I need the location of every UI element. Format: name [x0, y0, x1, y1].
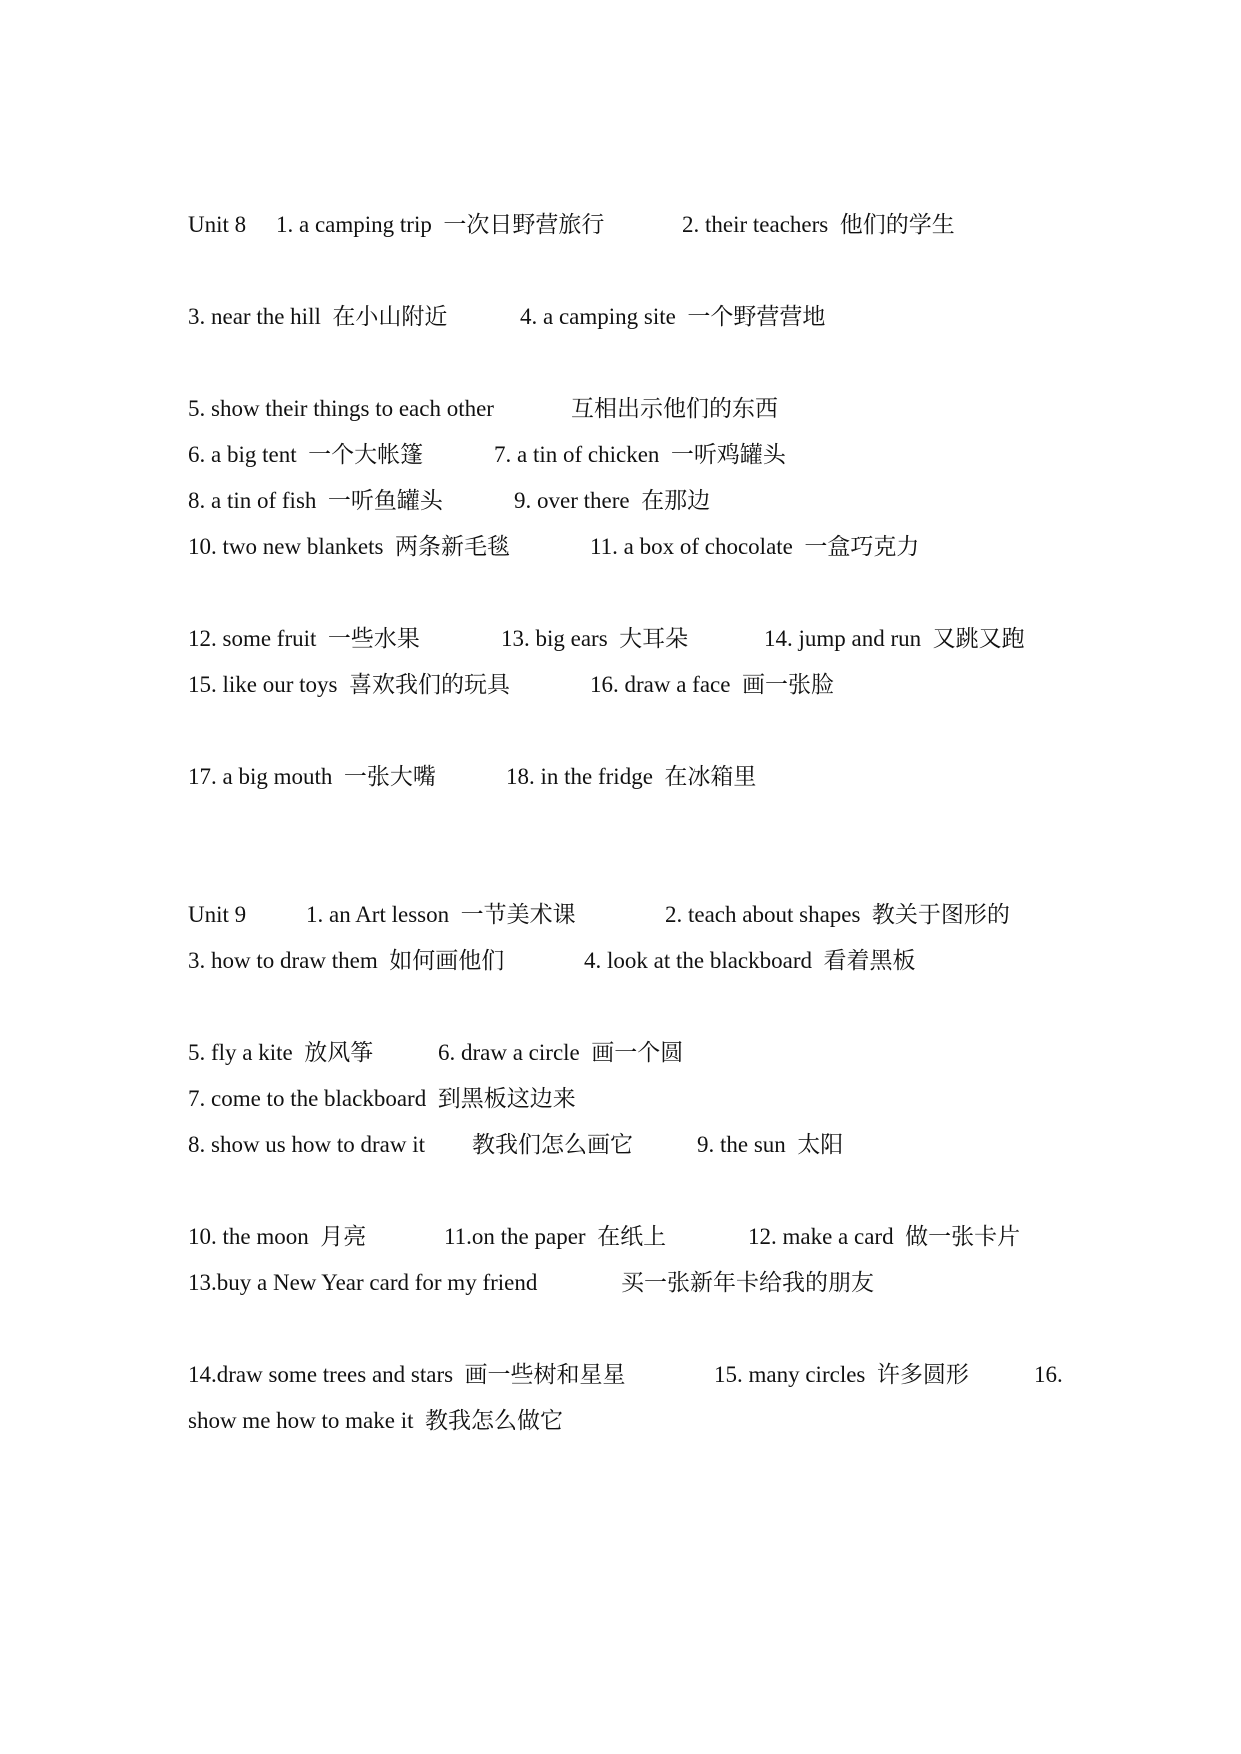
unit9-item-1: 1. an Art lesson 一节美术课 — [306, 902, 576, 927]
unit9-item-7: 7. come to the blackboard 到黑板这边来 — [188, 1086, 576, 1111]
unit9-item-8-en: 8. show us how to draw it — [188, 1132, 426, 1157]
unit8-item-18: 18. in the fridge 在冰箱里 — [506, 764, 757, 789]
unit9-item-6: 6. draw a circle 画一个圆 — [438, 1040, 684, 1065]
unit9-item-14: 14.draw some trees and stars 画一些树和星星 — [188, 1362, 626, 1387]
unit9-item-8-zh: 教我们怎么画它 — [472, 1132, 633, 1157]
unit8-item-8: 8. a tin of fish 一听鱼罐头 — [188, 488, 443, 513]
unit8-item-12: 12. some fruit 一些水果 — [188, 626, 420, 651]
unit8-item-2: 2. their teachers 他们的学生 — [682, 212, 955, 237]
unit8-line-9 — [188, 762, 757, 882]
unit8-item-5-zh: 互相出示他们的东西 — [571, 396, 778, 421]
unit9-item-10: 10. the moon 月亮 — [188, 1224, 367, 1249]
unit9-item-11: 11.on the paper 在纸上 — [444, 1224, 667, 1249]
unit8-item-1: 1. a camping trip 一次日野营旅行 — [276, 212, 605, 237]
unit9-item-16-text: show me how to make it 教我怎么做它 — [188, 1408, 563, 1433]
unit8-item-3: 3. near the hill 在小山附近 — [188, 304, 448, 329]
unit9-item-4: 4. look at the blackboard 看着黑板 — [584, 948, 916, 973]
unit8-item-6: 6. a big tent 一个大帐篷 — [188, 442, 424, 467]
unit8-item-7: 7. a tin of chicken 一听鸡罐头 — [494, 442, 786, 467]
unit8-item-10: 10. two new blankets 两条新毛毯 — [188, 534, 510, 559]
unit8-item-16: 16. draw a face 画一张脸 — [590, 672, 834, 697]
unit9-item-3: 3. how to draw them 如何画他们 — [188, 948, 505, 973]
unit9-item-13-en: 13.buy a New Year card for my friend — [188, 1270, 538, 1295]
unit8-item-14: 14. jump and run 又跳又跑 — [764, 626, 1025, 651]
unit9-item-15: 15. many circles 许多圆形 — [714, 1362, 969, 1387]
unit9-item-2: 2. teach about shapes 教关于图形的 — [665, 902, 1010, 927]
unit9-item-12: 12. make a card 做一张卡片 — [748, 1224, 1021, 1249]
unit9-line-9 — [188, 1406, 563, 1496]
unit9-heading: Unit 9 — [188, 902, 247, 927]
unit8-item-15: 15. like our toys 喜欢我们的玩具 — [188, 672, 510, 697]
unit9-item-13-zh: 买一张新年卡给我的朋友 — [621, 1270, 874, 1295]
unit9-item-9: 9. the sun 太阳 — [697, 1132, 844, 1157]
unit8-heading: Unit 8 — [188, 212, 247, 237]
unit8-item-5-en: 5. show their things to each other — [188, 396, 494, 421]
unit8-item-17: 17. a big mouth 一张大嘴 — [188, 764, 436, 789]
unit8-item-13: 13. big ears 大耳朵 — [501, 626, 689, 651]
unit8-item-4: 4. a camping site 一个野营营地 — [520, 304, 826, 329]
unit9-item-16-number: 16. — [1034, 1362, 1063, 1387]
unit9-item-5: 5. fly a kite 放风筝 — [188, 1040, 374, 1065]
unit8-item-9: 9. over there 在那边 — [514, 488, 711, 513]
unit8-item-11: 11. a box of chocolate 一盒巧克力 — [590, 534, 920, 559]
